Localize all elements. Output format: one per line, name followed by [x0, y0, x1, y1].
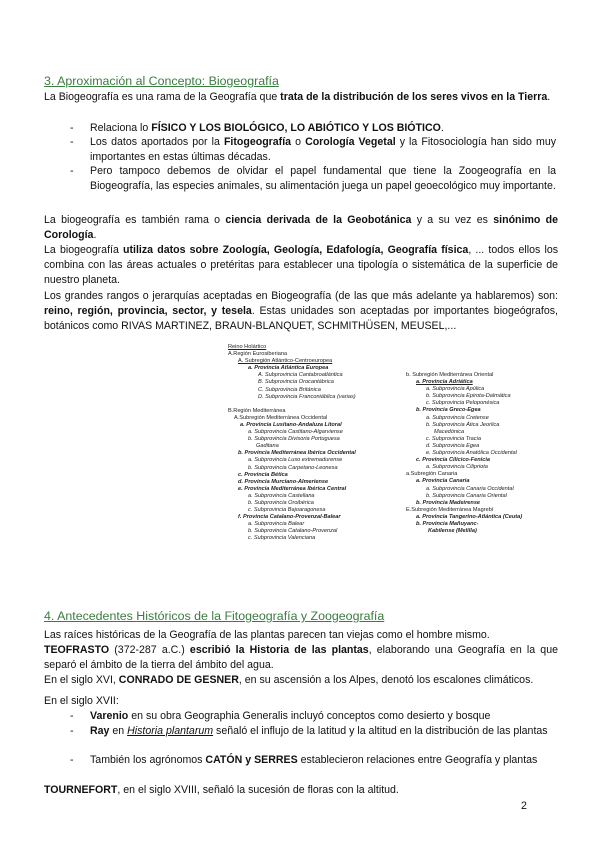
figure-line: a. Provincia Lusitano-Andaluza Litoral [240, 421, 342, 428]
figure-right-column [406, 372, 522, 535]
figure-line: c. Subprovincia Tracia [426, 435, 481, 442]
list-item: - Ray en Historia plantarum señaló el influjo de la latitud y la altitud en la distribución de las plantas [70, 725, 548, 737]
section-3-heading: 3. Aproximación al Concepto: Biogeografía [44, 74, 279, 88]
figure-line: B.Región Mediterránea [228, 407, 286, 414]
figure-line: c. Provincia Bética [238, 471, 288, 478]
figure-line: b. Subprovincia Oroibérica [248, 499, 314, 506]
figure-line: C. Subprovincia Británica [258, 386, 321, 393]
figure-line: e. Provincia Mediterránea Ibérica Central [238, 485, 347, 492]
biogeographic-classification-figure [228, 344, 588, 584]
figure-line: Reino Holártico [228, 344, 267, 350]
paragraph-tournefort: TOURNEFORT, en el siglo XVIII, señaló la sucesión de floras con la altitud. [44, 784, 399, 796]
paragraph-datos: La biogeografía utiliza datos sobre Zoología, Geología, Edafología, Geografía física, ... todos ellos los combina con las áreas actuales o pretéritas para establecer una tipología o sistemática de la superficie de nuestro planeta. [44, 244, 559, 286]
figure-line: a. Subprovincia Luso extremadurense [248, 457, 343, 464]
figure-line: b. Provincia Greco-Egea [416, 407, 481, 414]
page-number: 2 [521, 800, 527, 812]
figure-line: a. Provincia Canaria [416, 478, 470, 485]
figure-line: f. Provincia Catalano-Provenzal-Balear [238, 514, 341, 521]
figure-line: c. Subprovincia Bajoaragonesa [248, 507, 326, 514]
figure-line: c. Subprovincia Valenciana [248, 535, 316, 542]
section-4-heading: 4. Antecedentes Históricos de la Fitogeografía y Zoogeografía [44, 609, 385, 623]
figure-line: c. Subprovincia Peloponésica [426, 400, 500, 407]
figure-line: e. Subprovincia Anatólica Occidental [426, 450, 517, 457]
figure-line: A.Subregión Mediterránea Occidental [234, 414, 328, 421]
list-item: - Los datos aportados por la Fitogeografía o Corología Vegetal y la Fitosociología han sido muy importantes en estas últimas décadas. [70, 136, 557, 163]
figure-line: B. Subprovincia Orocantábrica [258, 379, 334, 386]
figure-line: d. Subprovincia Egea [426, 442, 480, 449]
figure-line: b. Subprovincia Ática Jeorlica [426, 421, 500, 428]
figure-line: b. Provincia Mañuyanc- [416, 520, 479, 527]
figure-line: b. Provincia Mediterránea Ibérica Occidental [238, 450, 356, 457]
figure-line: a. Provincia Atlántica Europea [248, 365, 329, 372]
figure-line: a. Subprovincia Cretense [426, 414, 489, 421]
figure-line: a. Subprovincia Castellana [248, 492, 315, 499]
figure-line [228, 401, 356, 408]
figure-left-column [228, 344, 356, 543]
figure-line: A.Región Eurosiberiana [228, 351, 288, 358]
figure-line: b. Subprovincia Carpetano-Leonesa [248, 464, 338, 471]
figure-line: Macedónica [434, 428, 465, 435]
list-item: - También los agrónomos CATÓN y SERRES establecieron relaciones entre Geografía y plantas [70, 754, 538, 766]
figure-line: a. Provincia Adriática [416, 379, 473, 386]
figure-line: b. Subregión Mediterránea Oriental [406, 372, 494, 378]
figure-line: a.Subregión Canaria [406, 471, 458, 478]
figure-line: b. Subprovincia Epirota-Dalmática [426, 393, 511, 400]
figure-line: D. Subprovincia Franconiáblica (varias) [258, 393, 356, 400]
paragraph-raices: Las raíces históricas de la Geografía de las plantas parecen tan viejas como el hombre mismo. [44, 629, 490, 641]
paragraph-siglo-xvii: En el siglo XVII: [44, 695, 119, 707]
figure-line: Kabilense (Melilla) [428, 528, 477, 535]
figure-line: A. Subregión Atlántico-Centroeuropea [238, 358, 333, 365]
figure-line: Gaditana [256, 443, 279, 450]
figure-line: a. Subprovincia Apúlica [426, 386, 485, 393]
paragraph-gesner: En el siglo XVI, CONRADO DE GESNER, en su ascensión a los Alpes, denotó los escalones climáticos. [44, 674, 534, 686]
figure-line: b. Subprovincia Divisoria Portuguesa [248, 436, 340, 443]
figure-line: b. Subprovincia Catalano-Provenzal [248, 528, 338, 535]
figure-line: a. Subprovincia Balear [248, 521, 305, 528]
figure-line: a. Subprovincia Canaria Occidental [426, 485, 514, 492]
list-item: - Pero tampoco debemos de olvidar el papel fundamental que tiene la Zoogeografía en la Biogeografía, las especies animales, su alimentación juega un papel geoecológico muy importante. [70, 165, 556, 192]
figure-line: E.Subregión Mediterránea Magrebí [406, 506, 494, 513]
figure-line: b. Subprovincia Canaria Oriental [426, 492, 507, 499]
paragraph-geobotanica: La biogeografía es también rama o ciencia derivada de la Geobotánica y a su vez es sinónimo de Corología. [44, 214, 559, 241]
figure-line: a. Subprovincia Castitano-Algarviense [248, 429, 343, 436]
figure-line: b. Provincia Madeirense [416, 499, 481, 506]
paragraph-rangos: Los grandes rangos o jerarquías aceptadas en Biogeografía (de las que más adelante ya hablaremos) son: reino, región, provincia, sector, y tesela. Estas unidades son aceptadas por importantes biogeógrafos, botánicos como RIVAS MARTINEZ, BRAUN-BLANQUET, SCHMITHÜSEN, MEUSEL,... [44, 290, 559, 332]
list-item: - Varenio en su obra Geographia Generalis incluyó conceptos como desierto y bosque [70, 710, 491, 722]
paragraph-teofrasto: TEOFRASTO (372-287 a.C.) escribió la Historia de las plantas, elaborando una Geografía en la que separó el ámbito de la tierra del ámbito del agua. [44, 644, 558, 671]
figure-line: a. Provincia Tangerino-Atlántica (Ceuta) [416, 513, 523, 520]
list-item: - Relaciona lo FÍSICO Y LOS BIOLÓGICO, LO ABIÓTICO Y LOS BIÓTICO. [70, 122, 444, 134]
paragraph-biogeografia-definition: La Biogeografía es una rama de la Geografía que trata de la distribución de los seres vivos en la Tierra. [44, 91, 551, 103]
figure-line: A. Subprovincia Cantabroatlántica [258, 372, 343, 379]
figure-line: d. Provincia Murciano-Almeriense [238, 478, 329, 485]
figure-line: a. Subprovincia Cilipriota [426, 464, 488, 471]
figure-line: c. Provincia Cilicico-Fenicia [416, 457, 490, 464]
